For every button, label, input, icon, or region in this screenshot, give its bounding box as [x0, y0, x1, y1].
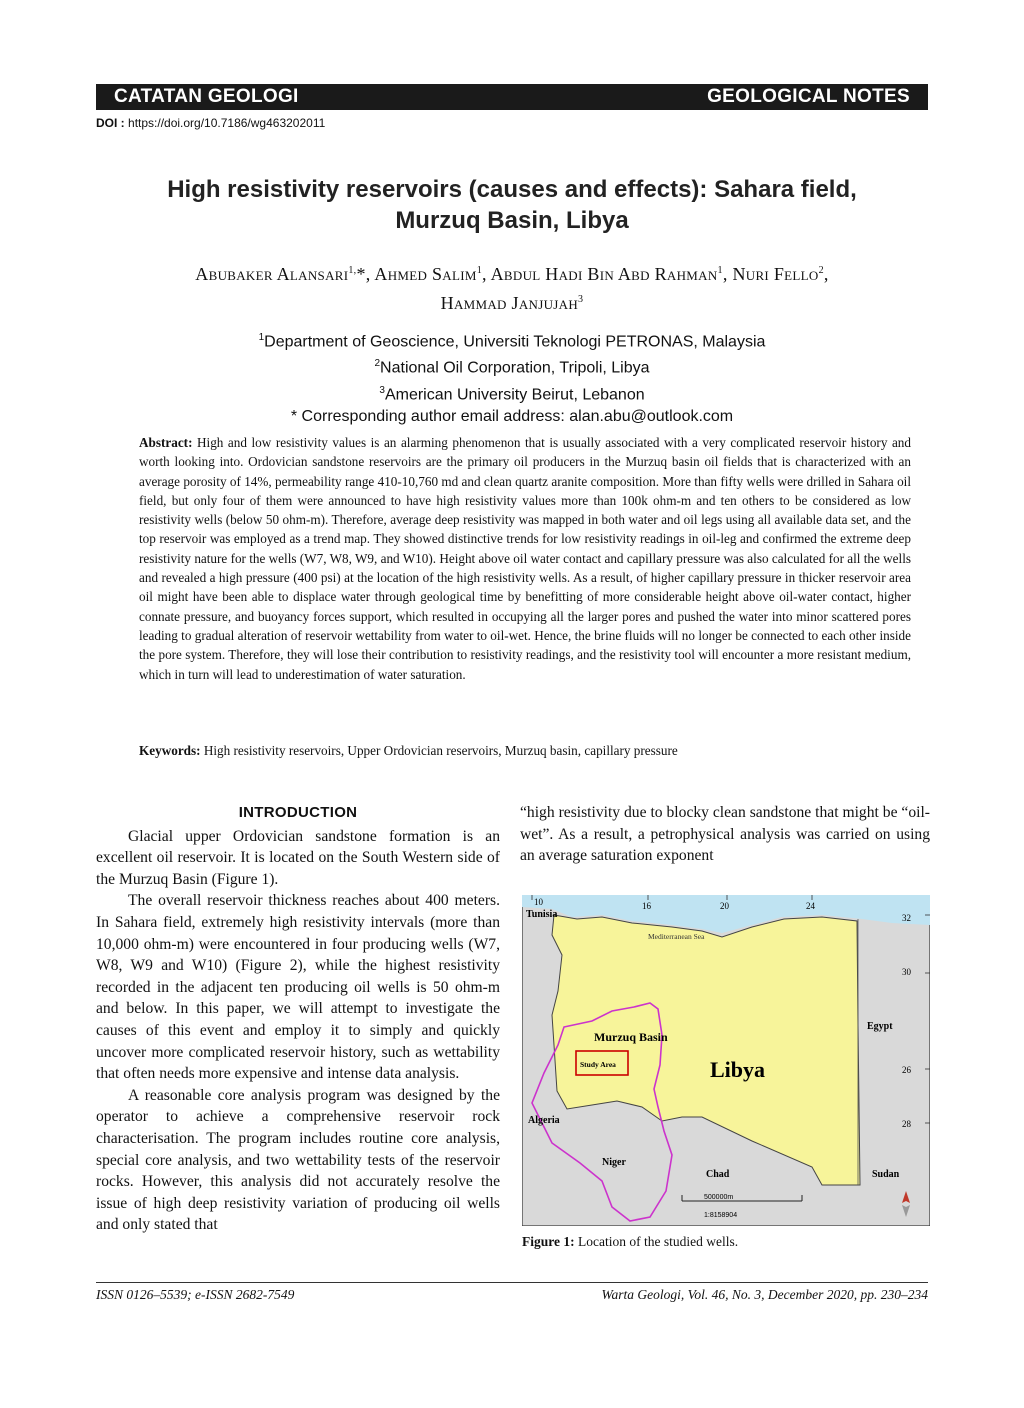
journal-header-bar	[96, 84, 928, 110]
author-1: Abubaker Alansari	[195, 264, 349, 284]
scale-ratio: 1:8158904	[704, 1212, 738, 1219]
lon-tick-16: 16	[642, 901, 651, 911]
lat-tick-32: 32	[902, 913, 911, 923]
footer-citation: Warta Geologi, Vol. 46, No. 3, December 2020, pp. 230–234	[601, 1287, 928, 1302]
footer-rule	[96, 1282, 928, 1283]
intro-paragraph-3: A reasonable core analysis program was designed by the operator to achieve a comprehensive reservoir rock characterisation. The program includes routine core analysis, special core analysis, and two wettability tests of the reservoir rocks. However, this analysis did not accurately resolve the issue of high deep resistivity variation of producing oil wells and only stated that	[96, 1086, 500, 1234]
affiliation-3-sup: 3	[379, 384, 385, 396]
doi-line	[96, 116, 325, 130]
chad-label: Chad	[706, 1169, 730, 1180]
doi-label: DOI :	[96, 116, 125, 130]
author-1-affil: 1,	[348, 265, 357, 276]
sudan-label: Sudan	[872, 1169, 900, 1180]
affiliation-1-sup: 1	[258, 332, 265, 343]
author-2: Ahmed Salim	[374, 264, 477, 284]
affiliation-2-sup: 2	[374, 358, 381, 370]
section-heading: INTRODUCTION	[238, 804, 358, 821]
lon-tick-10: 10	[534, 897, 543, 907]
title-line-2: Murzuq Basin, Libya	[395, 207, 629, 234]
abstract-label: Abstract:	[139, 435, 193, 450]
affiliation-2-text: National Oil Corporation, Tripoli, Libya	[380, 359, 650, 377]
author-2-affil: 1	[476, 265, 483, 276]
corresponding-author-text: * Corresponding author email address: alan.abu@outlook.com	[290, 407, 734, 425]
intro-paragraph-1: Glacial upper Ordovician sandstone formation is an excellent oil reservoir. It is located on the South Western side of the Murzuq Basin (Figure 1).	[96, 827, 500, 888]
libya-location-map	[522, 895, 930, 1226]
footer-issn: ISSN 0126–5539; e-ISSN 2682-7549	[96, 1287, 295, 1302]
affiliation-3	[96, 380, 928, 406]
tunisia-label: Tunisia	[526, 909, 558, 920]
egypt-label: Egypt	[867, 1021, 893, 1032]
figure-1-map	[522, 895, 930, 1226]
figure-caption-text: Location of the studied wells.	[578, 1234, 739, 1249]
lat-tick-28: 28	[902, 1119, 911, 1129]
affiliation-3-text: American University Beirut, Lebanon	[384, 385, 645, 403]
author-1-star: *,	[356, 264, 375, 284]
lat-tick-26: 26	[902, 1065, 911, 1075]
lon-tick-20: 20	[720, 901, 729, 911]
author-5-affil: 3	[578, 294, 584, 305]
keywords-label: Keywords:	[139, 743, 201, 758]
left-column	[96, 802, 500, 1236]
figure-caption-label: Figure 1:	[522, 1234, 575, 1249]
doi-link[interactable]: https://doi.org/10.7186/wg463202011	[128, 116, 326, 130]
author-4: Nuri Fello	[732, 264, 819, 284]
abstract-text: High and low resistivity values is an alarming phenomenon that is usually associated with a very complicated reservoir history and worth looking into. Ordovician sandstone reservoirs are the primary oil producers in the Murzuq basin oil fields that is characterized with an average porosity of 14%, permeability range 410-10,760 md and clean quartz aranite composition. More than fifty wells were drilled in Sahara oil field, but only four of them were announced to have high resistivity values more than 100k ohm-m and ten others to be considered as low resistivity wells (below 50 ohm-m). Therefore, average deep resistivity was mapped in both water and oil legs using all available data set, and the top reservoir was employed as a trend map. They showed distinctive trends for low resistivity readings in oil-leg and confirmed the extreme deep resistivity nature for the wells (W7, W8, W9, and W10). Height above oil water contact and capillary pressure was also calculated for all the wells and revealed a high pressure (400 psi) at the location of the high resistivity wells. As a result, of higher capillary pressure in thicker reservoir area oil might have been able to displace water through geological time by benefitting of more considerable height above oil-water contact, higher connate pressure, and buoyancy forces support, which resulted in occupying all the larger pores and pushed the water into minor scattered pores leading to gradual alteration of reservoir wettability from water to oil-wet. Hence, the brine fluids will no longer be connected to each other inside the pore system. Therefore, they will lose their contribution to resistivity readings, and the resistivity tool will encounter a more resistant medium, which in turn will lead to underestimation of water saturation.	[139, 435, 911, 682]
author-5: Hammad Janjujah	[440, 293, 579, 313]
scale-label: 500000m	[704, 1194, 734, 1201]
lon-tick-24: 24	[806, 901, 815, 911]
libya-label: Libya	[710, 1057, 766, 1082]
lat-tick-30: 30	[902, 967, 911, 977]
author-list: Abubaker Alansari$^{1,}$*, Ahmed Salim$^1$, Abdul Hadi Bin Abd Rahman$^1$, Nuri Fello$^2$, Hammad Janjujah$^3$	[195, 264, 829, 313]
right-column	[520, 802, 930, 867]
niger-label: Niger	[602, 1157, 626, 1168]
affiliation-1-text: Department of Geoscience, Universiti Teknologi PETRONAS, Malaysia	[264, 333, 766, 351]
affiliations	[96, 327, 928, 428]
keywords	[139, 741, 911, 760]
title-line-1: High resistivity reservoirs (causes and effects): Sahara field,	[167, 176, 857, 203]
author-4-affil: 2	[818, 265, 824, 276]
intro-paragraph-2: The overall reservoir thickness reaches about 400 meters. In Sahara field, extremely high resistivity intervals (more than 10,000 ohm-m) were encountered in four producing wells (W7, W8, W9 and W10) (Figure 2), while the highest resistivity recorded in the adjacent ten producing oil wells is 50 ohm-m and below. In this paper, we will attempt to investigate the causes of this event and employ it to simply and quickly uncover more complicated reservoir history, such as wettability that often needs more expensive and intense data analysis.	[96, 892, 500, 1083]
algeria-label: Algeria	[528, 1115, 560, 1126]
abstract	[139, 433, 911, 684]
corresponding-author	[96, 406, 928, 428]
keywords-text: High resistivity reservoirs, Upper Ordovician reservoirs, Murzuq basin, capillary pressure	[203, 743, 678, 758]
author-3-affil: 1	[717, 265, 723, 276]
affiliation-2	[96, 353, 928, 379]
paper-title	[96, 174, 928, 236]
header-right-label: GEOLOGICAL NOTES	[707, 86, 910, 107]
author-3: Abdul Hadi Bin Abd Rahman	[490, 264, 718, 284]
sea-label: Mediterranean Sea	[648, 932, 705, 941]
affiliation-1	[96, 327, 928, 353]
header-left-label: CATATAN GEOLOGI	[114, 86, 299, 107]
study-area-label: Study Area	[580, 1060, 616, 1069]
intro-continuation: “high resistivity due to blocky clean sandstone that might be “oil-wet”. As a result, a petrophysical analysis was carried on using an average saturation exponent	[520, 804, 930, 865]
murzuq-basin-label: Murzuq Basin	[594, 1030, 668, 1044]
figure-caption	[522, 1234, 930, 1250]
